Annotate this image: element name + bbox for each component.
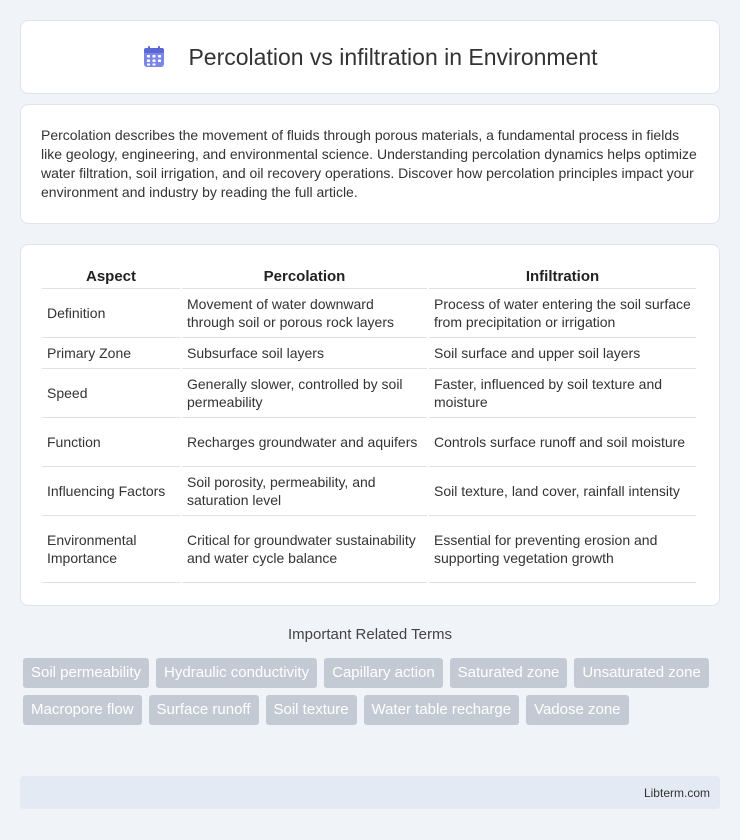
related-term-tag[interactable]: Soil texture: [266, 695, 357, 725]
footer: [20, 776, 720, 809]
intro-card: [20, 104, 720, 224]
related-term-tag[interactable]: Hydraulic conductivity: [156, 658, 317, 688]
related-term-tag[interactable]: Macropore flow: [23, 695, 142, 725]
cell-aspect: Speed: [42, 369, 180, 418]
related-term-tag[interactable]: Vadose zone: [526, 695, 628, 725]
calendar-icon: [142, 45, 166, 69]
cell-percolation: Recharges groundwater and aquifers: [182, 418, 427, 467]
cell-percolation: Subsurface soil layers: [182, 338, 427, 369]
table-header-row: [42, 265, 696, 289]
cell-aspect: Influencing Factors: [42, 467, 180, 516]
header-percolation: Percolation: [182, 265, 427, 289]
cell-infiltration: Soil texture, land cover, rainfall intensity: [429, 467, 696, 516]
table-row: [42, 418, 696, 467]
table-row: [42, 467, 696, 516]
related-term-tag[interactable]: Unsaturated zone: [574, 658, 708, 688]
header-aspect: Aspect: [42, 265, 180, 289]
cell-aspect: Function: [42, 418, 180, 467]
related-term-tag[interactable]: Saturated zone: [450, 658, 568, 688]
cell-infiltration: Essential for preventing erosion and supporting vegetation growth: [429, 516, 696, 583]
table-row: [42, 369, 696, 418]
cell-aspect: Environmental Importance: [42, 516, 180, 583]
cell-percolation: Critical for groundwater sustainability and water cycle balance: [182, 516, 427, 583]
cell-percolation: Soil porosity, permeability, and saturation level: [182, 467, 427, 516]
cell-infiltration: Faster, influenced by soil texture and moisture: [429, 369, 696, 418]
cell-infiltration: Process of water entering the soil surface from precipitation or irrigation: [429, 289, 696, 338]
cell-percolation: Movement of water downward through soil or porous rock layers: [182, 289, 427, 338]
related-terms-list: [23, 658, 713, 725]
intro-paragraph: Percolation describes the movement of fluids through porous materials, a fundamental process in fields like geology, engineering, and environmental science. Understanding percolation dynamics helps optimize water filtration, soil irrigation, and oil recovery operations. Discover how percolation principles impact your environment and industry by reading the full article.: [41, 127, 697, 200]
cell-aspect: Definition: [42, 289, 180, 338]
header-infiltration: Infiltration: [429, 265, 696, 289]
table-row: [42, 516, 696, 583]
footer-site-link[interactable]: Libterm.com: [643, 785, 710, 800]
page-title: Percolation vs infiltration in Environment: [188, 43, 598, 70]
cell-infiltration: Soil surface and upper soil layers: [429, 338, 696, 369]
related-term-tag[interactable]: Capillary action: [324, 658, 443, 688]
cell-percolation: Generally slower, controlled by soil permeability: [182, 369, 427, 418]
related-term-tag[interactable]: Surface runoff: [149, 695, 259, 725]
related-term-tag[interactable]: Soil permeability: [23, 658, 149, 688]
table-row: [42, 289, 696, 338]
related-terms-heading: Important Related Terms: [288, 626, 452, 643]
header-card: [20, 20, 720, 94]
cell-aspect: Primary Zone: [42, 338, 180, 369]
related-term-tag[interactable]: Water table recharge: [364, 695, 520, 725]
comparison-card: [20, 244, 720, 606]
table-row: [42, 338, 696, 369]
cell-infiltration: Controls surface runoff and soil moisture: [429, 418, 696, 467]
comparison-table: [40, 265, 698, 583]
